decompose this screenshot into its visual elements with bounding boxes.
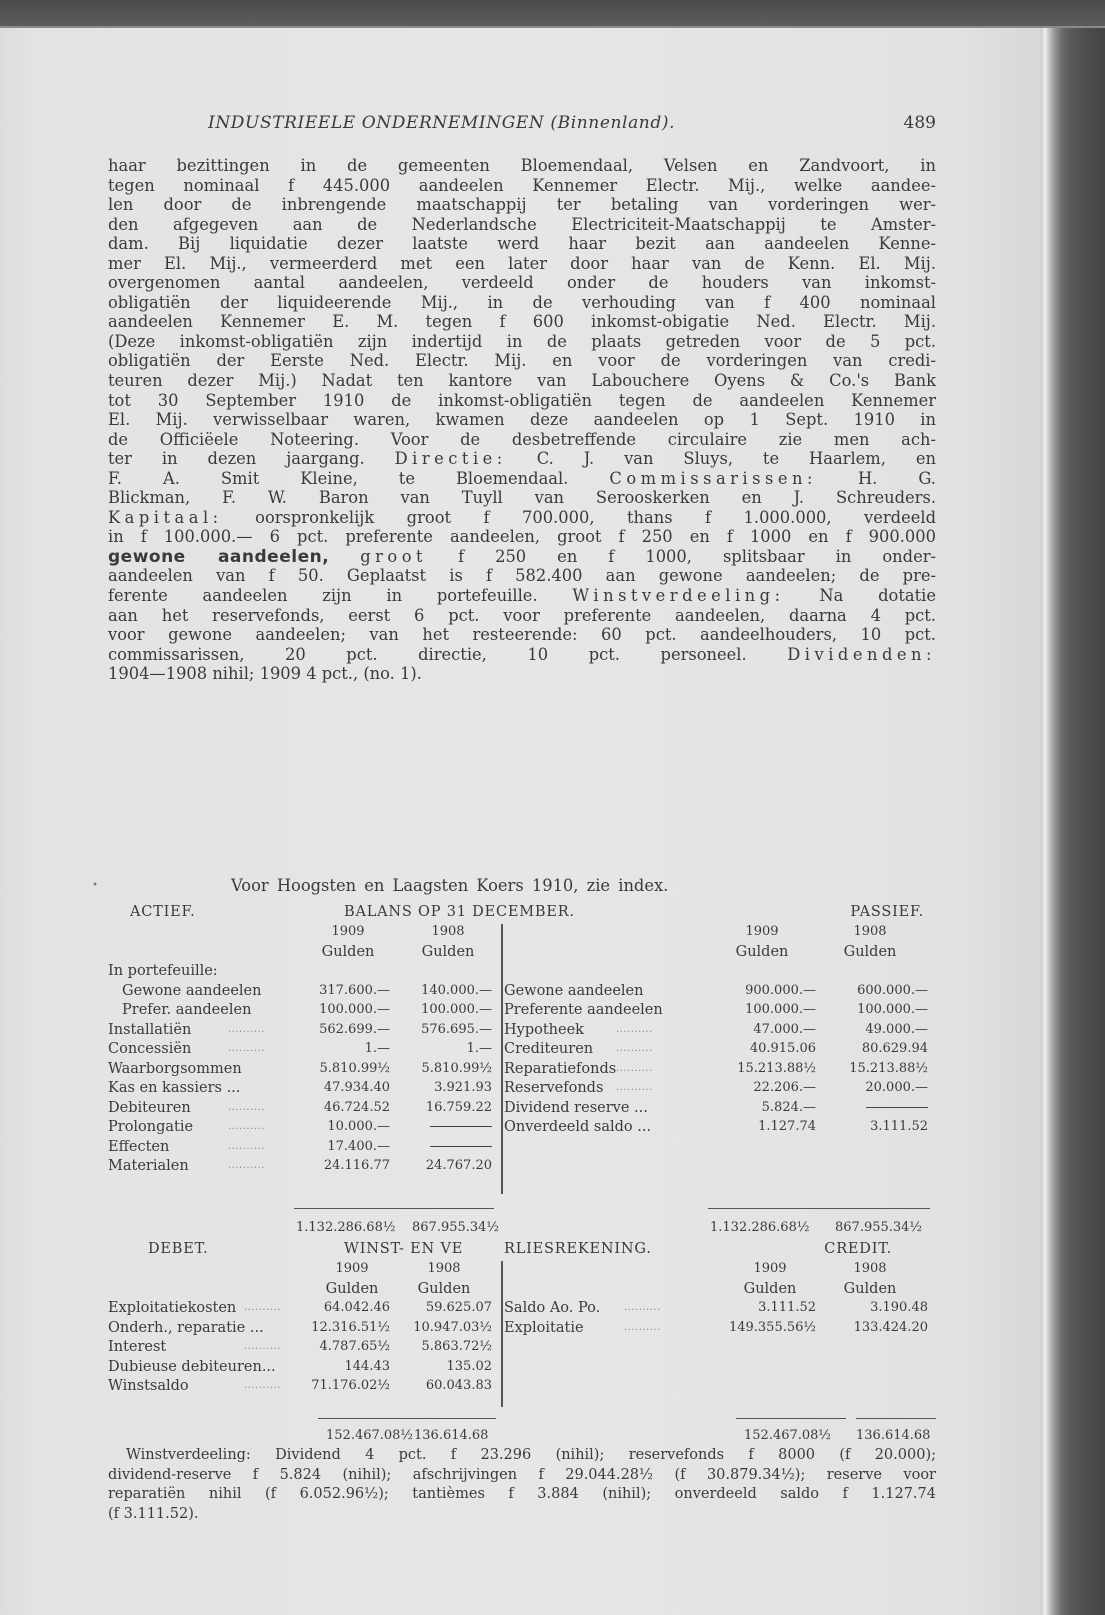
year-1909: 1909 — [331, 924, 365, 939]
unit-label: Gulden — [735, 943, 789, 960]
row-label: Kas en kassiers ... — [108, 1080, 241, 1096]
balance-columns — [108, 924, 936, 1224]
row-label: Debiteuren — [108, 1099, 191, 1116]
table-row — [504, 1119, 936, 1139]
cell-v1909: 144.43 — [344, 1358, 390, 1374]
table-row — [108, 1061, 500, 1081]
sum-rule — [708, 1208, 930, 1209]
sum-rule — [294, 1208, 494, 1209]
cell-v1908: 3.111.52 — [870, 1119, 928, 1134]
groot-spaced: groot — [360, 546, 428, 566]
leader-dots: .......... — [624, 1321, 661, 1333]
actief-side — [108, 924, 500, 1178]
debet-heading: DEBET. — [148, 1241, 209, 1257]
table-row — [108, 1002, 500, 1022]
text-line — [108, 547, 936, 567]
text-line: obligatiën der liquideerende Mij., in de verhouding van f 400 nominaal — [108, 292, 936, 312]
body-paragraph — [108, 156, 936, 684]
text-line: in f 100.000.— 6 pct. preferente aandeelen, groot f 250 en f 1000 en f 900.000 — [108, 527, 936, 547]
cell-v1909: 71.176.02½ — [311, 1378, 390, 1393]
text-segment: ter in dezen jaargang. — [108, 449, 365, 469]
balance-headings — [108, 904, 936, 924]
sum-rule — [856, 1418, 936, 1419]
table-row — [108, 1041, 500, 1061]
text-line: voor gewone aandeelen; van het resteerende: 60 pct. aandeelhouders, 10 pct. — [108, 625, 936, 645]
table-row — [108, 1320, 500, 1340]
pl-columns — [108, 1261, 936, 1401]
text-line: teuren dezer Mij.) Nadat ten kantore van Labouchere Oyens & Co.'s Bank — [108, 371, 936, 391]
credit-rows — [504, 1300, 936, 1339]
cell-v1908: 80.629.94 — [861, 1041, 928, 1056]
text-line: haar bezittingen in de gemeenten Bloemendaal, Velsen en Zandvoort, in — [108, 156, 936, 175]
text-segment: commissarissen, 20 pct. directie, 10 pct. personeel. — [108, 644, 747, 664]
total-actief-1909: 1.132.286.68½ — [296, 1220, 396, 1235]
row-label: Materialen — [108, 1158, 189, 1174]
total-debet-1908: 136.614.68 — [414, 1428, 489, 1443]
text-line: dividend-reserve f 5.824 (nihil); afschrijvingen f 29.044.28½ (f 30.879.34½); reserve voor — [108, 1466, 936, 1483]
row-label: In portefeuille: — [108, 963, 218, 979]
unit-header — [504, 944, 936, 964]
year-header — [108, 1261, 500, 1281]
row-label: Onderh., reparatie ... — [108, 1319, 264, 1336]
year-header — [504, 924, 936, 944]
table-row — [108, 1139, 500, 1159]
text-segment: ferente aandeelen zijn in portefeuille. — [108, 586, 538, 606]
cell-v1908: 10.947.03½ — [413, 1319, 492, 1335]
text-line: Winstverdeeling: Dividend 4 pct. f 23.296 (nihil); reservefonds f 8000 (f 20.000); — [126, 1447, 936, 1463]
pl-headings — [108, 1241, 936, 1261]
text-segment: oorspronkelijk groot f 700.000, thans f 1.000.000, verdeeld — [255, 507, 936, 527]
cell-v1908: 100.000.— — [421, 1002, 492, 1017]
leader-dots: .......... — [624, 1302, 661, 1313]
year-1909: 1909 — [753, 1261, 787, 1276]
debet-rows — [108, 1300, 500, 1398]
cell-v1908: 20.000.— — [865, 1080, 928, 1095]
row-label: Hypotheek — [504, 1021, 584, 1038]
cell-v1908: 15.213.88½ — [849, 1060, 928, 1076]
text-line — [108, 469, 936, 489]
row-label: Reservefonds — [504, 1080, 604, 1096]
balance-totals — [108, 1220, 936, 1240]
unit-label: Gulden — [417, 1280, 471, 1297]
text-segment: H. G. — [857, 468, 936, 488]
leader-dots: .......... — [228, 1101, 265, 1113]
page-number: 489 — [903, 113, 936, 133]
table-row — [108, 1022, 500, 1042]
passief-side — [504, 924, 936, 1139]
cell-v1909: 4.787.65½ — [319, 1339, 390, 1354]
dividenden-label: Dividenden: — [787, 644, 936, 664]
cell-v1908: 5.810.99½ — [421, 1060, 492, 1076]
text-segment: f 250 en f 1000, splitsbaar in onder- — [458, 546, 936, 566]
running-title: INDUSTRIEELE ONDERNEMINGEN (Binnenland). — [208, 113, 676, 133]
column-divider — [501, 1261, 503, 1407]
leader-dots: .......... — [228, 1160, 265, 1171]
passief-heading: PASSIEF. — [850, 904, 924, 920]
leader-dots: .......... — [616, 1043, 653, 1054]
sum-rule — [318, 1418, 496, 1419]
leader-dots: .......... — [228, 1043, 265, 1054]
leader-dots: .......... — [244, 1341, 281, 1352]
total-passief-1908: 867.955.34½ — [835, 1220, 923, 1235]
cell-v1909: 24.116.77 — [323, 1158, 390, 1173]
leader-dots: .......... — [244, 1380, 281, 1391]
sum-rule — [736, 1418, 846, 1419]
empty-value-rule — [866, 1107, 928, 1108]
margin-mark: • — [92, 880, 98, 891]
cell-v1909: 22.206.— — [753, 1080, 816, 1095]
row-label: Effecten — [108, 1138, 170, 1155]
running-head — [108, 113, 936, 137]
cell-v1908: 60.043.83 — [425, 1378, 492, 1393]
table-row — [108, 1080, 500, 1100]
directie-label: Directie: — [394, 449, 507, 469]
table-row — [108, 1300, 500, 1320]
text-line: len door de inbrengende maatschappij ter betaling van vorderingen wer- — [108, 195, 936, 215]
total-credit-1909: 152.467.08½ — [744, 1428, 832, 1443]
year-1908: 1908 — [427, 1261, 461, 1276]
text-line: (f 3.111.52). — [108, 1505, 199, 1522]
text-line — [108, 449, 936, 469]
empty-value-rule — [430, 1146, 492, 1147]
row-label: Gewone aandeelen — [504, 982, 644, 999]
year-1909: 1909 — [335, 1261, 369, 1276]
actief-rows — [108, 963, 500, 1178]
table-row — [108, 963, 500, 983]
unit-label: Gulden — [325, 1280, 379, 1297]
credit-heading: CREDIT. — [824, 1241, 892, 1257]
kapitaal-label: Kapitaal: — [108, 507, 223, 527]
cell-v1909: 46.724.52 — [323, 1099, 390, 1115]
total-debet-1909: 152.467.08½ — [326, 1428, 414, 1443]
profit-loss-account — [108, 1241, 936, 1401]
unit-label: Gulden — [421, 943, 475, 960]
leader-dots: .......... — [616, 1023, 653, 1035]
cell-v1908: 576.695.— — [421, 1021, 492, 1037]
text-line: 1904—1908 nihil; 1909 4 pct., (no. 1). — [108, 664, 422, 684]
cell-v1909: 100.000.— — [319, 1002, 390, 1017]
koers-note: Voor Hoogsten en Laagsten Koers 1910, zie index. — [231, 876, 669, 895]
winstverdeeling-note — [108, 1446, 936, 1524]
total-actief-1908: 867.955.34½ — [412, 1220, 500, 1235]
table-row — [504, 1080, 936, 1100]
cell-v1909: 40.915.06 — [749, 1041, 816, 1056]
book-binding-edge — [1040, 28, 1105, 1615]
row-label: Reparatiefonds — [504, 1060, 617, 1077]
cell-v1908 — [430, 1139, 492, 1154]
cell-v1908: 49.000.— — [865, 1021, 928, 1037]
spacer — [504, 963, 936, 983]
leader-dots: .......... — [228, 1140, 265, 1152]
row-label: Saldo Ao. Po. — [504, 1300, 601, 1316]
commissarissen-label: Commissarissen: — [609, 468, 817, 488]
unit-label: Gulden — [843, 943, 897, 960]
year-1909: 1909 — [745, 924, 779, 939]
text-line: de Officiëele Noteering. Voor de desbetreffende circulaire zie men ach- — [108, 429, 936, 449]
table-row — [504, 983, 936, 1003]
year-1908: 1908 — [431, 924, 465, 939]
cell-v1909: 149.355.56½ — [728, 1319, 816, 1335]
text-line: reparatiën nihil (f 6.052.96½); tantièmes f 3.884 (nihil); onverdeeld saldo f 1.127.74 — [108, 1486, 936, 1502]
cell-v1908: 140.000.— — [421, 982, 492, 998]
cell-v1908: 5.863.72½ — [421, 1339, 492, 1354]
row-label: Waarborgsommen — [108, 1060, 242, 1077]
text-line: aan het reservefonds, eerst 6 pct. voor preferente aandeelen, daarna 4 pct. — [108, 605, 936, 625]
table-row — [108, 1158, 500, 1178]
table-row — [108, 983, 500, 1003]
row-label: Exploitatiekosten — [108, 1300, 237, 1316]
row-label: Onverdeeld saldo ... — [504, 1119, 652, 1135]
leader-dots: .......... — [244, 1302, 281, 1313]
cell-v1908: 59.625.07 — [425, 1300, 492, 1315]
unit-label: Gulden — [843, 1280, 897, 1297]
unit-label: Gulden — [743, 1280, 797, 1297]
text-line — [108, 508, 936, 528]
cell-v1908 — [866, 1100, 928, 1115]
text-line — [108, 586, 936, 606]
row-label: Gewone aandeelen — [122, 982, 262, 999]
text-line: aandeelen van f 50. Geplaatst is f 582.400 aan gewone aandeelen; de pre- — [108, 566, 936, 586]
cell-v1909: 100.000.— — [745, 1002, 816, 1017]
table-row — [108, 1359, 500, 1379]
pl-title-part1: WINST- EN VE — [344, 1241, 464, 1257]
cell-v1909: 562.699.— — [319, 1021, 390, 1037]
text-line: Blickman, F. W. Baron van Tuyll van Serooskerken en J. Schreuders. — [108, 488, 936, 508]
cell-v1908: 16.759.22 — [425, 1099, 492, 1115]
year-1908: 1908 — [853, 1261, 887, 1276]
leader-dots: .......... — [228, 1121, 265, 1132]
cell-v1909: 900.000.— — [745, 982, 816, 998]
leader-dots: .......... — [228, 1023, 265, 1035]
unit-label: Gulden — [321, 943, 375, 960]
table-row — [504, 1100, 936, 1120]
text-line: mer El. Mij., vermeerderd met een later door haar van de Kenn. El. Mij. — [108, 253, 936, 273]
row-label: Interest — [108, 1339, 167, 1355]
text-line: El. Mij. verwisselbaar waren, kwamen deze aandeelen op 1 Sept. 1910 in — [108, 410, 936, 430]
table-row — [504, 1041, 936, 1061]
row-label: Exploitatie — [504, 1319, 584, 1336]
table-row — [504, 1022, 936, 1042]
cell-v1908: 100.000.— — [857, 1002, 928, 1017]
text-line: (Deze inkomst-obligatiën zijn indertijd in de plaats getreden voor de 5 pct. — [108, 331, 936, 351]
text-segment: Na dotatie — [819, 586, 936, 606]
leader-dots: .......... — [616, 1082, 653, 1093]
table-row — [108, 1378, 500, 1398]
cell-v1908: 1.— — [466, 1041, 492, 1056]
cell-v1908 — [430, 1119, 492, 1134]
text-segment: C. J. van Sluys, te Haarlem, en — [536, 449, 936, 469]
actief-heading: ACTIEF. — [130, 904, 196, 920]
text-line: den afgegeven aan de Nederlandsche Electriciteit-Maatschappij te Amster- — [108, 214, 936, 234]
leader-dots: .......... — [616, 1062, 653, 1074]
row-label: Prefer. aandeelen — [122, 1002, 252, 1018]
cell-v1909: 64.042.46 — [323, 1300, 390, 1315]
cell-v1909: 10.000.— — [327, 1119, 390, 1134]
table-row — [504, 1320, 936, 1340]
row-label: Concessiën — [108, 1041, 192, 1057]
text-line — [108, 645, 936, 665]
cell-v1908: 3.190.48 — [870, 1300, 928, 1315]
text-line: tegen nominaal f 445.000 aandeelen Kennemer Electr. Mij., welke aandee- — [108, 175, 936, 195]
row-label: Crediteuren — [504, 1041, 594, 1057]
total-credit-1908: 136.614.68 — [856, 1428, 931, 1443]
cell-v1908: 133.424.20 — [853, 1319, 928, 1335]
credit-side — [504, 1261, 936, 1339]
text-line: tot 30 September 1910 de inkomst-obligatiën tegen de aandeelen Kennemer — [108, 390, 936, 410]
year-1908: 1908 — [853, 924, 887, 939]
total-passief-1909: 1.132.286.68½ — [710, 1220, 810, 1235]
cell-v1909: 3.111.52 — [758, 1300, 816, 1315]
table-row — [504, 1002, 936, 1022]
row-label: Dubieuse debiteuren... — [108, 1358, 276, 1375]
passief-rows — [504, 983, 936, 1139]
cell-v1909: 1.— — [364, 1041, 390, 1056]
cell-v1909: 17.400.— — [327, 1138, 390, 1154]
table-row — [108, 1339, 500, 1359]
winstverdeeling-label: Winstverdeeling: — [572, 586, 785, 606]
balance-sheet — [108, 904, 936, 1224]
cell-v1908: 24.767.20 — [425, 1158, 492, 1173]
row-label: Dividend reserve ... — [504, 1099, 648, 1116]
cell-v1908: 135.02 — [446, 1358, 492, 1374]
unit-header — [108, 944, 500, 964]
cell-v1909: 5.824.— — [761, 1099, 816, 1115]
book-page — [0, 28, 1040, 1615]
cell-v1909: 5.810.99½ — [319, 1060, 390, 1076]
table-row — [108, 1119, 500, 1139]
table-row — [108, 1100, 500, 1120]
text-line: overgenomen aantal aandeelen, verdeeld onder de houders van inkomst- — [108, 273, 936, 293]
text-segment: F. A. Smit Kleine, te Bloemendaal. — [108, 468, 569, 488]
text-line: aandeelen Kennemer E. M. tegen f 600 inkomst-obigatie Ned. Electr. Mij. — [108, 312, 936, 332]
pl-title-part2: RLIESREKENING. — [504, 1241, 652, 1257]
cell-v1909: 317.600.— — [319, 982, 390, 998]
cell-v1908: 3.921.93 — [434, 1080, 492, 1095]
row-label: Installatiën — [108, 1021, 192, 1038]
year-header — [504, 1261, 936, 1281]
cell-v1909: 15.213.88½ — [737, 1060, 816, 1076]
cell-v1908: 600.000.— — [857, 982, 928, 998]
cell-v1909: 47.934.40 — [323, 1080, 390, 1095]
cell-v1909: 1.127.74 — [758, 1119, 816, 1134]
table-row — [504, 1061, 936, 1081]
pl-totals — [108, 1428, 936, 1448]
gewone-aandeelen-bold: gewone aandeelen, — [108, 546, 330, 567]
row-label: Winstsaldo — [108, 1378, 189, 1394]
row-label: Preferente aandeelen — [504, 1002, 663, 1018]
empty-value-rule — [430, 1126, 492, 1127]
text-line: dam. Bij liquidatie dezer laatste werd haar bezit aan aandeelen Kenne- — [108, 234, 936, 254]
debet-side — [108, 1261, 500, 1398]
table-row — [504, 1300, 936, 1320]
row-label: Prolongatie — [108, 1119, 194, 1135]
unit-header — [108, 1281, 500, 1301]
cell-v1909: 47.000.— — [753, 1021, 816, 1037]
unit-header — [504, 1281, 936, 1301]
scan-top-edge — [0, 0, 1105, 28]
year-header — [108, 924, 500, 944]
cell-v1909: 12.316.51½ — [311, 1319, 390, 1335]
text-line: obligatiën der Eerste Ned. Electr. Mij. en voor de vorderingen van credi- — [108, 351, 936, 371]
balance-title: BALANS OP 31 DECEMBER. — [344, 904, 575, 920]
